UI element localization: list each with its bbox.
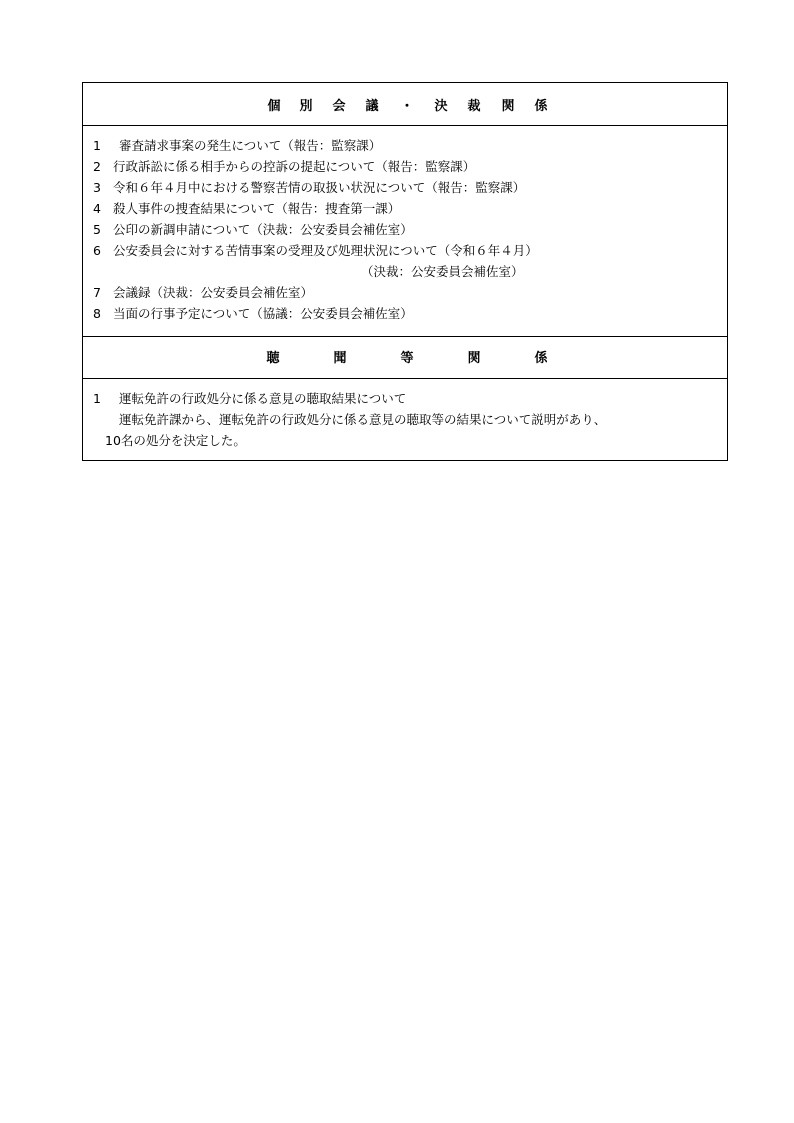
divider: [83, 336, 727, 337]
item-number: 5: [93, 222, 101, 237]
item-title: 運転免許の行政処分に係る意見の聴取結果について: [119, 391, 407, 406]
document-table: [82, 82, 728, 461]
item-text: 殺人事件の捜査結果について（報告：捜査第一課）: [113, 201, 401, 216]
heading-char: 会: [332, 99, 346, 114]
divider: [83, 125, 727, 126]
heading-char: 個: [267, 99, 281, 114]
item-text: 当面の行事予定について（協議：公安委員会補佐室）: [113, 306, 413, 321]
heading-char: 議: [365, 99, 379, 114]
heading-char: 関: [501, 99, 515, 114]
item-number: 7: [93, 285, 101, 300]
section1-heading: [83, 95, 727, 115]
heading-char: 関: [467, 351, 481, 366]
item-body-line: 運転免許課から、運転免許の行政処分に係る意見の聴取等の結果について説明があり、: [119, 412, 607, 427]
heading-char: 別: [299, 99, 313, 114]
item-number: 4: [93, 201, 101, 216]
heading-char: ・: [400, 99, 414, 114]
item-number: 6: [93, 243, 101, 258]
heading-char: 係: [534, 99, 548, 114]
item-number: 2: [93, 159, 101, 174]
divider: [83, 378, 727, 379]
item-text: 公安委員会に対する苦情事案の受理及び処理状況について（令和６年４月）: [113, 243, 538, 258]
item-text: 公印の新調申請について（決裁：公安委員会補佐室）: [113, 222, 413, 237]
item-text: 審査請求事案の発生について（報告：監察課）: [119, 138, 382, 153]
item-number: 3: [93, 180, 101, 195]
heading-char: 聴: [266, 351, 280, 366]
heading-char: 係: [534, 351, 548, 366]
item-text: 令和６年４月中における警察苦情の取扱い状況について（報告：監察課）: [113, 180, 526, 195]
item-number: 1: [93, 138, 101, 153]
item-continuation: （決裁：公安委員会補佐室）: [361, 264, 524, 279]
heading-char: 決: [434, 99, 448, 114]
item-number: 1: [93, 391, 101, 406]
item-body-line: 10名の処分を決定した。: [105, 433, 246, 448]
section2-heading: [83, 347, 727, 367]
item-number: 8: [93, 306, 101, 321]
item-text: 行政訴訟に係る相手からの控訴の提起について（報告：監察課）: [113, 159, 476, 174]
item-text: 会議録（決裁：公安委員会補佐室）: [113, 285, 314, 300]
heading-char: 裁: [467, 99, 481, 114]
heading-char: 聞: [333, 351, 347, 366]
heading-char: 等: [400, 351, 414, 366]
